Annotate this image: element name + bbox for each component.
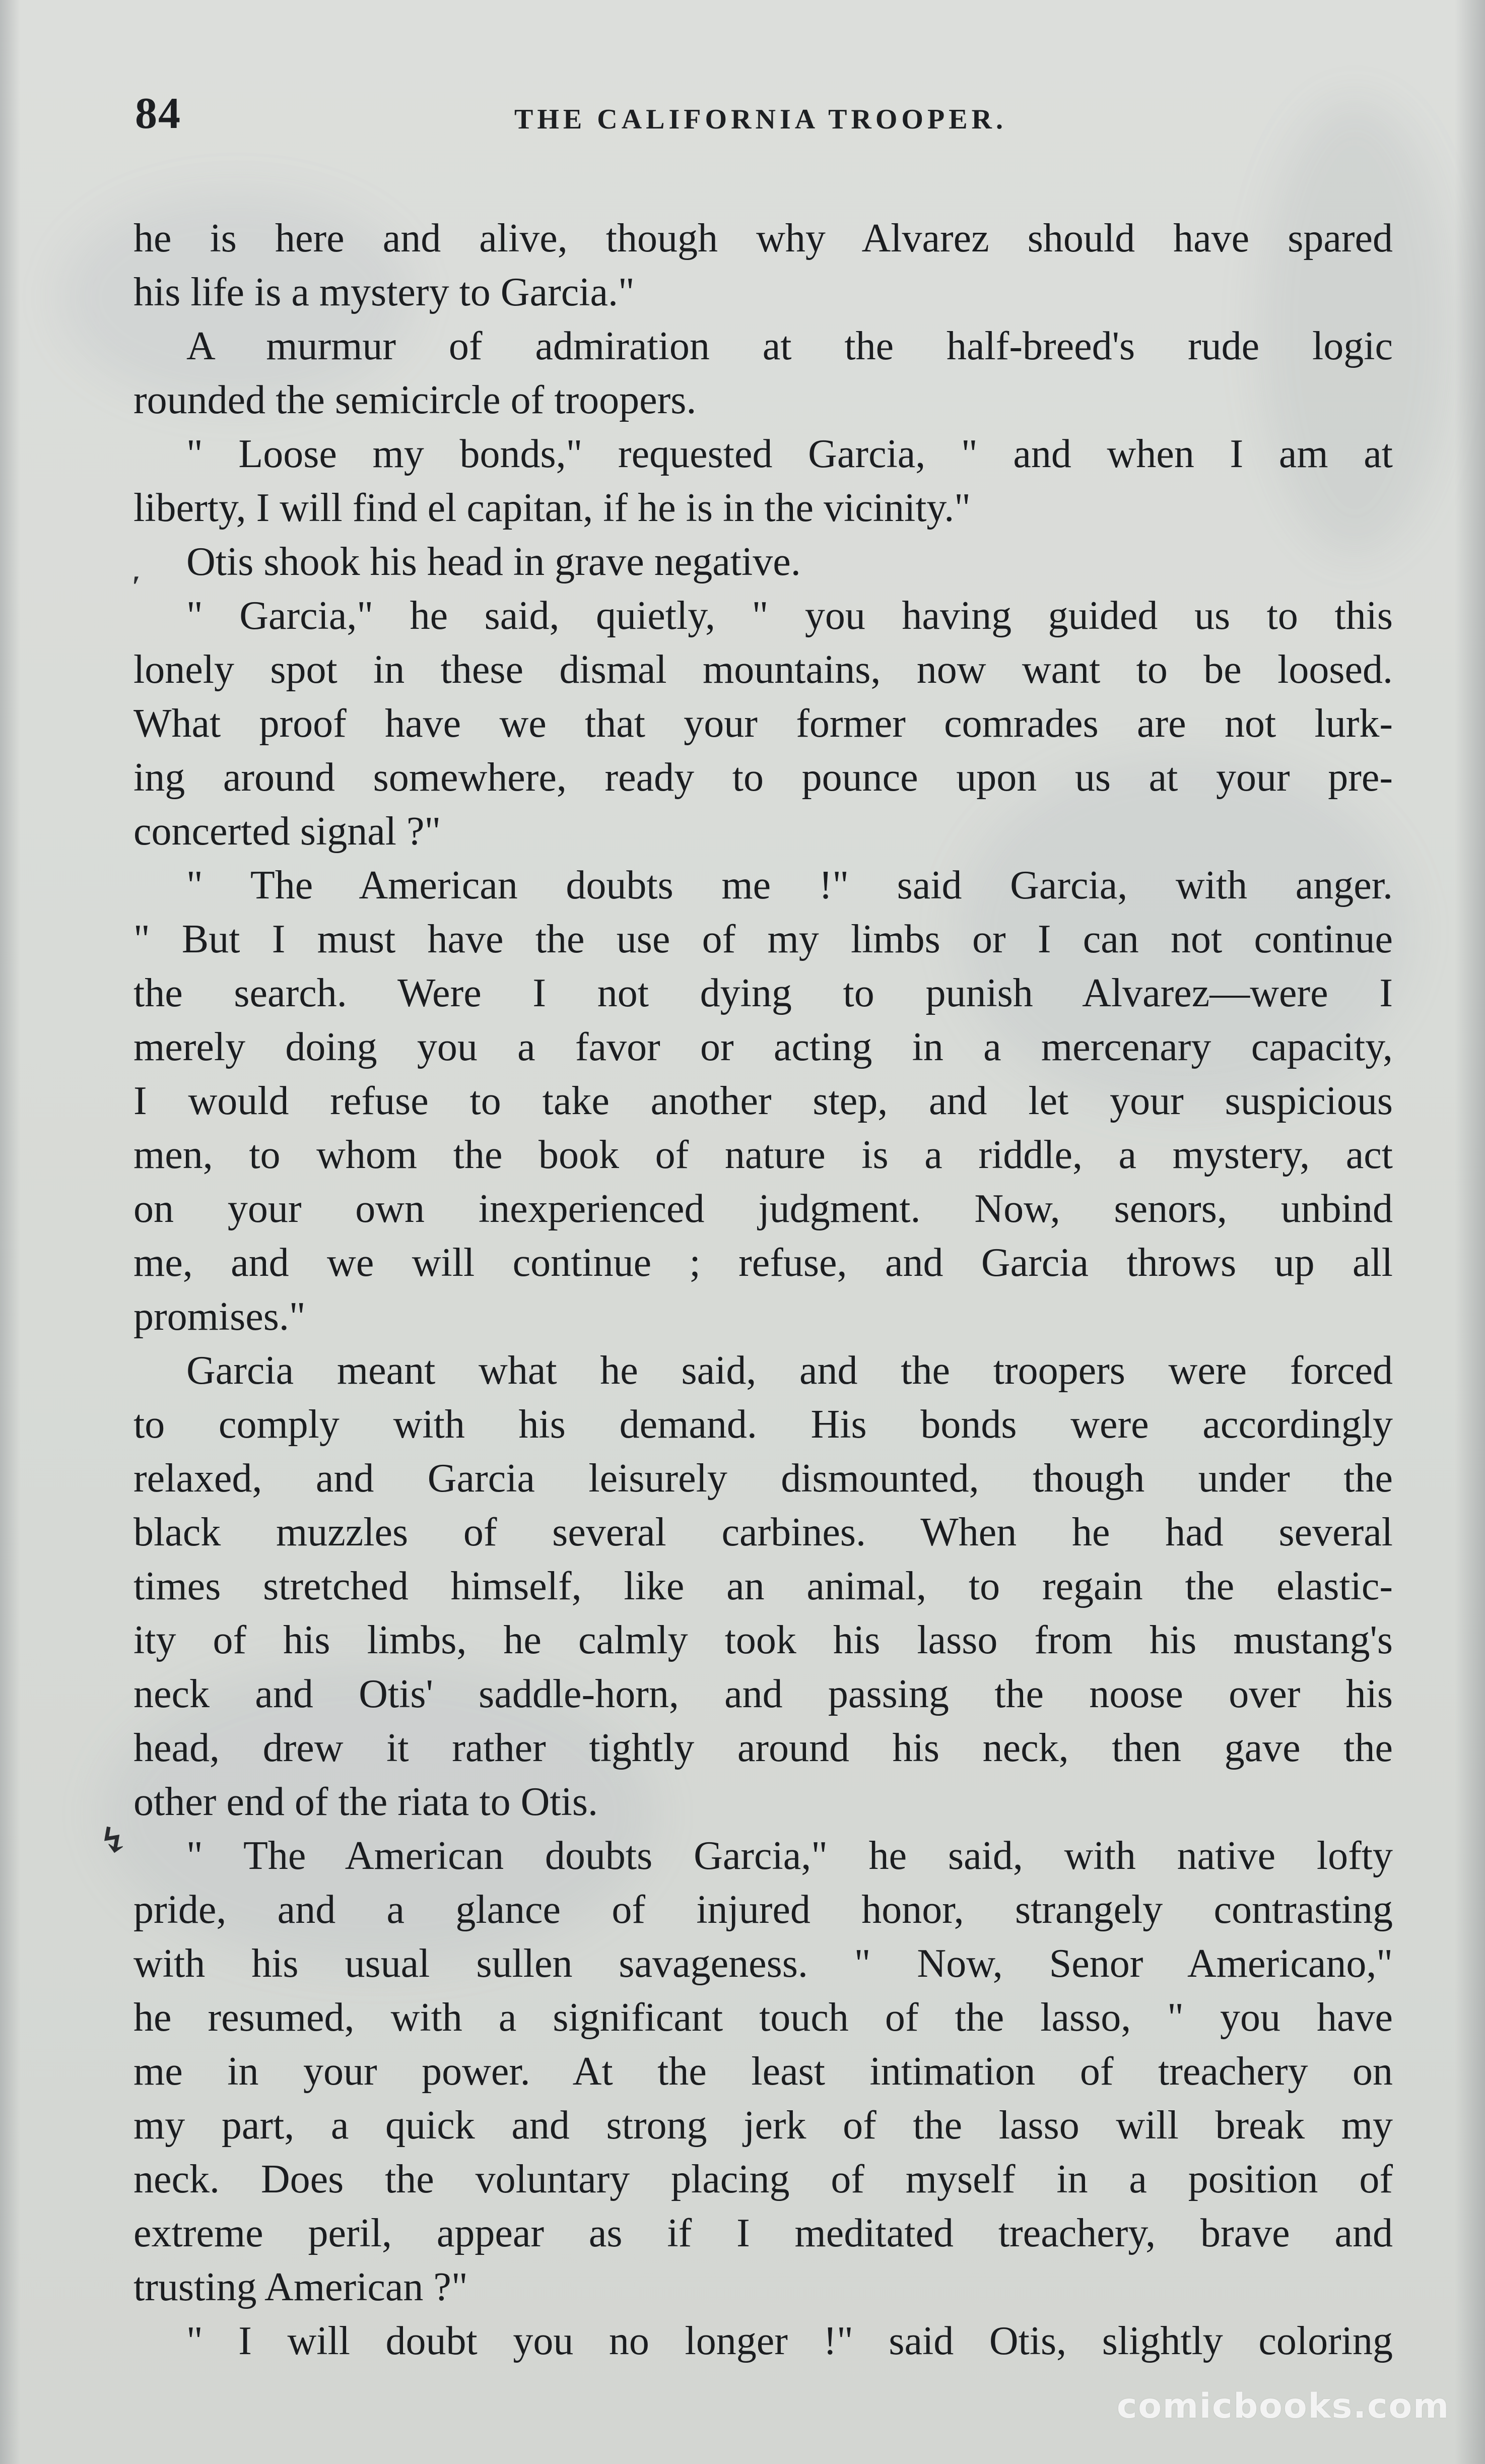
text-line: I would refuse to take another step, and let your suspicious [133,1079,1393,1123]
text-line: Otis shook his head in grave negative. [186,540,801,584]
text-line: lonely spot in these dismal mountains, now want to be loosed. [133,647,1393,692]
text-line: other end of the riata to Otis. [133,1780,598,1824]
margin-mark: ′ [132,570,141,603]
text-line: he is here and alive, though why Alvarez should have spared [133,216,1393,261]
text-line: A murmur of admiration at the half-breed's rude logic [186,324,1393,368]
text-line: times stretched himself, like an animal, to regain the elastic- [133,1564,1393,1608]
text-line: " Loose my bonds," requested Garcia, " and when I am at [186,432,1393,476]
text-line: Garcia meant what he said, and the troopers were forced [186,1348,1393,1393]
text-line: liberty, I will find el capitan, if he is in the vicinity." [133,486,971,530]
text-line: trusting American ?" [133,2265,468,2309]
text-line: neck. Does the voluntary placing of myself in a position of [133,2157,1393,2201]
text-line: extreme peril, appear as if I meditated treachery, brave and [133,2211,1393,2255]
text-line: ity of his limbs, he calmly took his lasso from his mustang's [133,1618,1393,1662]
page-header [126,88,1395,144]
page-right-edge [1455,0,1485,2464]
text-line: concerted signal ?" [133,809,441,854]
text-line: to comply with his demand. His bonds were accordingly [133,1402,1393,1447]
text-line: with his usual sullen savageness. " Now, Senor Americano," [133,1941,1393,1986]
text-line: " The American doubts Garcia," he said, with native lofty [186,1834,1393,1878]
margin-mark: ↯ [98,1822,128,1860]
body-text [133,212,1393,2368]
text-line: neck and Otis' saddle-horn, and passing the noose over his [133,1672,1393,1716]
watermark: comicbooks.com [1116,2386,1450,2426]
text-line: me in your power. At the least intimation of treachery on [133,2049,1393,2094]
page-left-edge [0,0,20,2464]
text-line: his life is a mystery to Garcia." [133,270,635,314]
text-line: " The American doubts me !" said Garcia, with anger. [186,863,1393,907]
text-line: " Garcia," he said, quietly, " you having guided us to this [186,594,1393,638]
text-line: promises." [133,1294,306,1339]
text-line: pride, and a glance of injured honor, strangely contrasting [133,1888,1393,1932]
text-line: " I will doubt you no longer !" said Otis, slightly coloring [186,2319,1393,2363]
text-line: me, and we will continue ; refuse, and Garcia throws up all [133,1241,1393,1285]
text-line: on your own inexperienced judgment. Now, senors, unbind [133,1187,1393,1231]
text-line: merely doing you a favor or acting in a mercenary capacity, [133,1025,1393,1069]
text-line: " But I must have the use of my limbs or I can not continue [133,917,1393,961]
running-head: THE CALIFORNIA TROOPER. [514,104,1007,135]
page-number: 84 [135,89,181,138]
text-line: ing around somewhere, ready to pounce upon us at your pre- [133,755,1393,800]
text-line: relaxed, and Garcia leisurely dismounted, though under the [133,1456,1393,1501]
text-line: rounded the semicircle of troopers. [133,378,697,422]
text-line: my part, a quick and strong jerk of the lasso will break my [133,2103,1393,2148]
text-line: black muzzles of several carbines. When he had several [133,1510,1393,1554]
text-line: the search. Were I not dying to punish Alvarez—were I [133,971,1393,1015]
text-line: he resumed, with a significant touch of the lasso, " you have [133,1995,1393,2040]
text-line: head, drew it rather tightly around his neck, then gave the [133,1726,1393,1770]
text-line: men, to whom the book of nature is a riddle, a mystery, act [133,1133,1393,1177]
text-line: What proof have we that your former comrades are not lurk- [133,701,1393,746]
